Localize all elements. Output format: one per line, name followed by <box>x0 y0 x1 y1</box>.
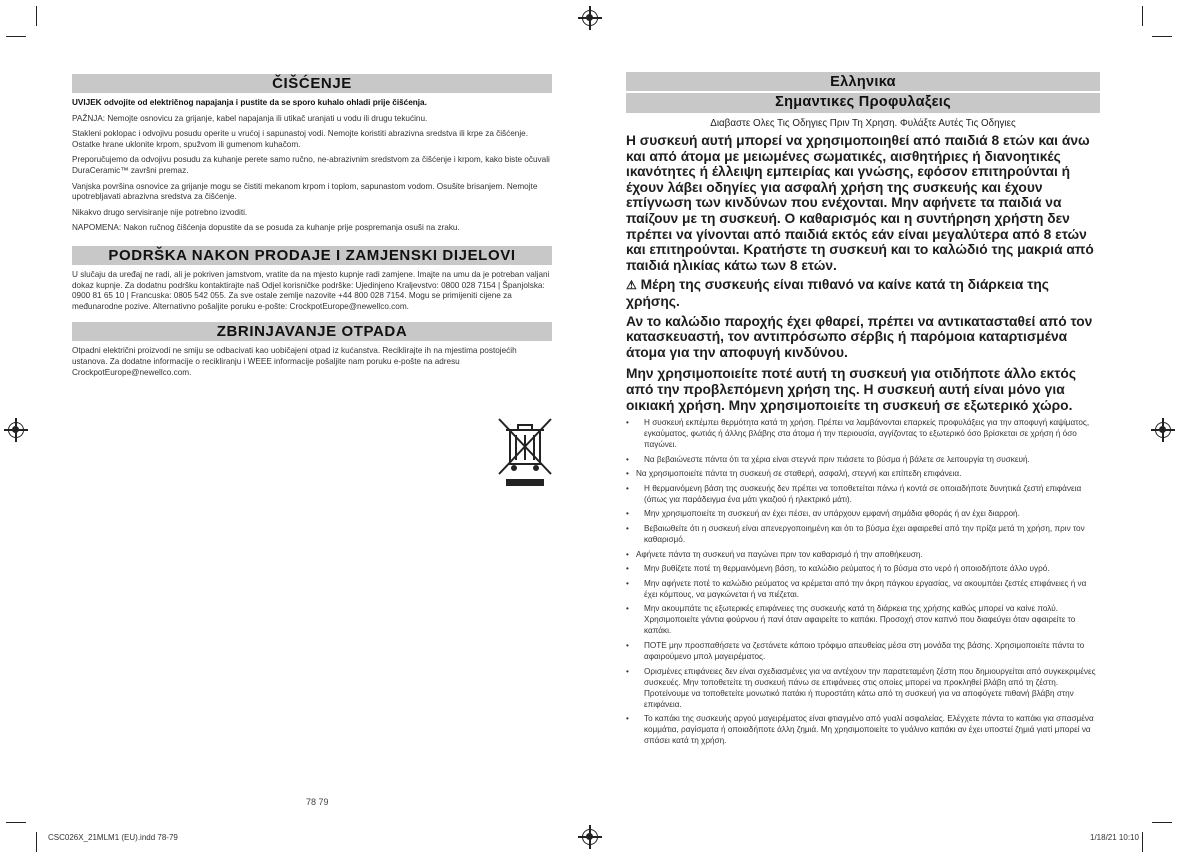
crop-mark <box>1152 822 1172 823</box>
cleaning-p6: Nikakvo drugo servisiranje nije potrebno izvoditi. <box>72 207 248 217</box>
list-item: • Μην χρησιμοποιείτε τη συσκευή αν έχει πέσει, αν υπάρχουν εμφανή σημάδια φθοράς ή αν έχει διαρροή. <box>626 509 1020 519</box>
crop-mark <box>6 36 26 37</box>
list-item: • Η συσκευή εκπέμπει θερμότητα κατά τη χρήση. Πρέπει να λαμβάνονται επαρκείς προφυλάξεις για την αποφυγή καψίματος, εγκαύματος, φωτιάς ή άλλης βλάβης στα άτομα ή την περιουσία, αγγίζοντας το εξωτερικό όσο βρίσκεται σε χρήση ή όσο παγώνει. <box>626 418 1090 450</box>
registration-mark-icon <box>8 422 24 438</box>
disposal-heading: ZBRINJAVANJE OTPADA <box>72 322 552 341</box>
cleaning-p5: Vanjska površina osnovice za grijanje mogu se čistiti mekanom krpom i toplom, sapunastom vodom. Osušite brisanjem. Nemojte upotrebljavati abrazivna sredstva za čišćenje. <box>72 181 538 202</box>
crop-mark <box>1142 832 1143 852</box>
list-item: • Αφήνετε πάντα τη συσκευή να παγώνει πριν τον καθαρισμό ή την αποθήκευση. <box>626 549 923 559</box>
registration-mark-icon <box>582 829 598 845</box>
cleaning-p1: UVIJEK odvojite od električnog napajanja i pustite da se sporo kuhalo ohladi prije čišćenja. <box>72 98 427 107</box>
list-item: • Να βεβαιώνεστε πάντα ότι τα χέρια είναι στεγνά πριν πιάσετε το βύσμα ή βάλετε σε λειτουργία τη συσκευή. <box>626 454 1030 464</box>
list-item: • Μην αφήνετε ποτέ το καλώδιο ρεύματος να κρέμεται από την άκρη πάγκου εργασίας, να ακουμπάει ζεστές επιφάνειες ή να έχει κόμπους, να μαγκώνεται ή να πιέζεται. <box>626 578 1087 599</box>
warning-children: Η συσκευή αυτή μπορεί να χρησιμοποιηθεί από παιδιά 8 ετών και άνω και από άτομα με μειωμένες σωματικές, αισθητήριες ή διανοητικές ικανότητες ή έλλειψη εμπειρίας και γνώσης, εφόσον επιτηρούνται ή έχουν λάβει οδηγίες για ασφαλή χρήση της συσκευής και έχουν επίγνωση των κινδύνων που ενέχονται. Μην αφήνετε τα παιδιά να παίζουν με τη συσκευή. Ο καθαρισμός και η συντήρηση χρήστη δεν πρέπει να γίνονται από παιδιά εκτός εάν είναι μεγαλύτερα από 8 ετών και επιτηρούνται. Κρατήστε τη συσκευή και το καλώδιό της μακριά από παιδιά ηλικίας κάτω των 8 ετών. <box>626 133 1094 273</box>
aftersales-heading: PODRŠKA NAKON PRODAJE I ZAMJENSKI DIJELOVI <box>72 246 552 265</box>
list-item: • Ορισμένες επιφάνειες δεν είναι σχεδιασμένες για να αντέχουν την παρατεταμένη ζέστη που δημιουργείται από συγκεκριμένες συσκευές. Μην τοποθετείτε τη συσκευή πάνω σε επιφάνειες στις οποίες μπορεί να προκληθεί βλάβη από τη ζέστη. Προτείνουμε να τοποθετείτε μονωτικό πατάκι ή πυρoστάτη κάτω από τη συσκευή για να αποφύγετε πιθανή βλάβη στην επιφάνεια. <box>626 666 1096 709</box>
warning-cord: Αν το καλώδιο παροχής έχει φθαρεί, πρέπει να αντικατασταθεί από τον κατασκευαστή, τον αντιπρόσωπο σέρβις ή παρόμοια καταρτισμένα άτομα για την αποφυγή κινδύνου. <box>626 313 1093 360</box>
cleaning-p4: Preporučujemo da odvojivu posudu za kuhanje perete samo ručno, ne-abrazivnim sredstvom za čišćenje i krpom, kako biste očuvali DuraCeramic™ završni premaz. <box>72 155 550 175</box>
read-instructions-subtitle: Διαβαστε Ολες Τις Οδηγιες Πριν Τη Χρηση. Φυλάξτε Αυτές Τις Οδηγιες <box>710 118 1016 129</box>
crop-mark <box>1152 36 1172 37</box>
disposal-p1: Otpadni električni proizvodi ne smiju se odbacivati kao uobičajeni otpad iz kućanstva. Reciklirajte ih na mjestima postojećih ustanova. Za dodatne informacije o recikliranju i WEEE informacije pošaljite nam poruku e-pošte na adresu CrockpotEurope@newellco.com. <box>72 346 517 377</box>
crop-mark <box>36 832 37 852</box>
list-item: • Το καπάκι της συσκευής αργού μαγειρέματος είναι φτιαγμένο από γυαλί ασφαλείας. Ελέγχετε πάντα το καπάκι για σπασμένα κομμάτια, ραγίσματα ή οποιαδήποτε άλλη ζημιά. Μη χρησιμοποιείτε το γυάλινο καπάκι αν έχει υποστεί ζημιά γιατί μπορεί να σπάσει κατά τη χρήση. <box>626 714 1094 746</box>
aftersales-p1: U slučaju da uređaj ne radi, ali je pokriven jamstvom, vratite da na mjesto kupnje radi zamjene. Imajte na umu da je potreban valjani dokaz kupnje. Za dodatnu podršku kontaktirajte naš Odjel korisničke podrške: Ujedinjeno Kraljevstvo: 0800 028 7154 | Španjolska: 0900 81 65 10 | Francuska: 0805 542 055. Za sve ostale zemlje nazovite +44 800 028 7154. Mogu se primijeniti cijene za međunarodne pozive. Alternativno pošaljite poruku e-pošte: CrockpotEurope@newellco.com. <box>72 269 550 311</box>
language-heading: Ελληνικα <box>626 72 1100 91</box>
warning-hot-parts: ⚠ Μέρη της συσκευής είναι πιθανό να καίνε κατά τη διάρκεια της χρήσης. <box>626 277 1049 309</box>
list-item: • ΠΟΤΕ μην προσπαθήσετε να ζεστάνετε κάποιο τρόφιμο απευθείας μέσα στη μονάδα της βάσης. Χρησιμοποιείτε πάντα το αφαιρούμενο μπολ μαγειρέματος. <box>626 641 1085 662</box>
registration-mark-icon <box>582 10 598 26</box>
registration-mark-icon <box>1155 422 1171 438</box>
crop-mark <box>6 822 26 823</box>
left-page <box>72 66 552 383</box>
page-numbers: 78 79 <box>306 797 329 807</box>
list-item: • Να χρησιμοποιείτε πάντα τη συσκευή σε σταθερή, ασφαλή, στεγνή και επίπεδη επιφάνεια. <box>626 469 962 479</box>
cleaning-p7: NAPOMENA: Nakon ručnog čišćenja dopustite da se posuda za kuhanje prije pospremanja osuši na zraku. <box>72 223 460 233</box>
warning-usage: Μην χρησιμοποιείτε ποτέ αυτή τη συσκευή για οτιδήποτε άλλο εκτός από την προβλεπόμενη χρήση της. Η συσκευή αυτή είναι μόνο για οικιακή χρήση. Μην χρησιμοποιείτε τη συσκευή σε εξωτερικό χώρο. <box>626 366 1077 413</box>
crop-mark <box>36 6 37 26</box>
list-item: • Βεβαιωθείτε ότι η συσκευή είναι απενεργοποιημένη και ότι το βύσμα έχει αφαιρεθεί από την πρίζα μετά τη χρήση, πριν τον καθαρισμό. <box>626 524 1085 545</box>
safety-bullet-list <box>626 417 1100 746</box>
footer-date: 1/18/21 10:10 <box>1090 833 1139 842</box>
cleaning-p2: PAŽNJA: Nemojte osnovicu za grijanje, kabel napajanja ili utikač uranjati u vodu ili drugu tekućinu. <box>72 113 428 123</box>
weee-bin-icon <box>496 416 554 488</box>
cleaning-p3: Stakleni poklopac i odvojivu posudu operite u vrućoj i sapunastoj vodi. Nemojte koristiti abrazivna sredstva ili krpe za čišćenje. Ostatke hrane uklonite krpom, spužvom ili gumenom kuhačom. <box>72 129 529 149</box>
footer-file-name: CSC026X_21MLM1 (EU).indd 78-79 <box>48 833 178 842</box>
crop-mark <box>1142 6 1143 26</box>
cleaning-heading: ČIŠĆENJE <box>72 74 552 93</box>
right-page <box>626 72 1100 750</box>
list-item: • Μην ακουμπάτε τις εξωτερικές επιφάνειες της συσκευής κατά τη διάρκεια της χρήσης καθώς μπορεί να καίνε πολύ. Χρησιμοποιείτε γάντια φούρνου ή πανί όταν αφαιρείτε το καπάκι. Προσοχή στον καπνό που διαφεύγει όταν αφαιρείτε το καπάκι. <box>626 604 1076 636</box>
safeguards-heading: Σημαντικες Προφυλαξεις <box>626 91 1100 113</box>
list-item: • Μην βυθίζετε ποτέ τη θερμαινόμενη βάση, το καλώδιο ρεύματος ή το βύσμα στο νερό ή οποιοδήποτε άλλο υγρό. <box>626 564 1050 574</box>
list-item: • Η θερμαινόμενη βάση της συσκευής δεν πρέπει να τοποθετείται πάνω ή κοντά σε οποιαδήποτε δυνητικά ζεστή επιφάνεια (όπως για παράδειγμα ένα μάτι γκαζιού ή ηλεκτρικό μάτι). <box>626 483 1082 504</box>
warning-triangle-icon: ⚠ <box>626 278 637 293</box>
